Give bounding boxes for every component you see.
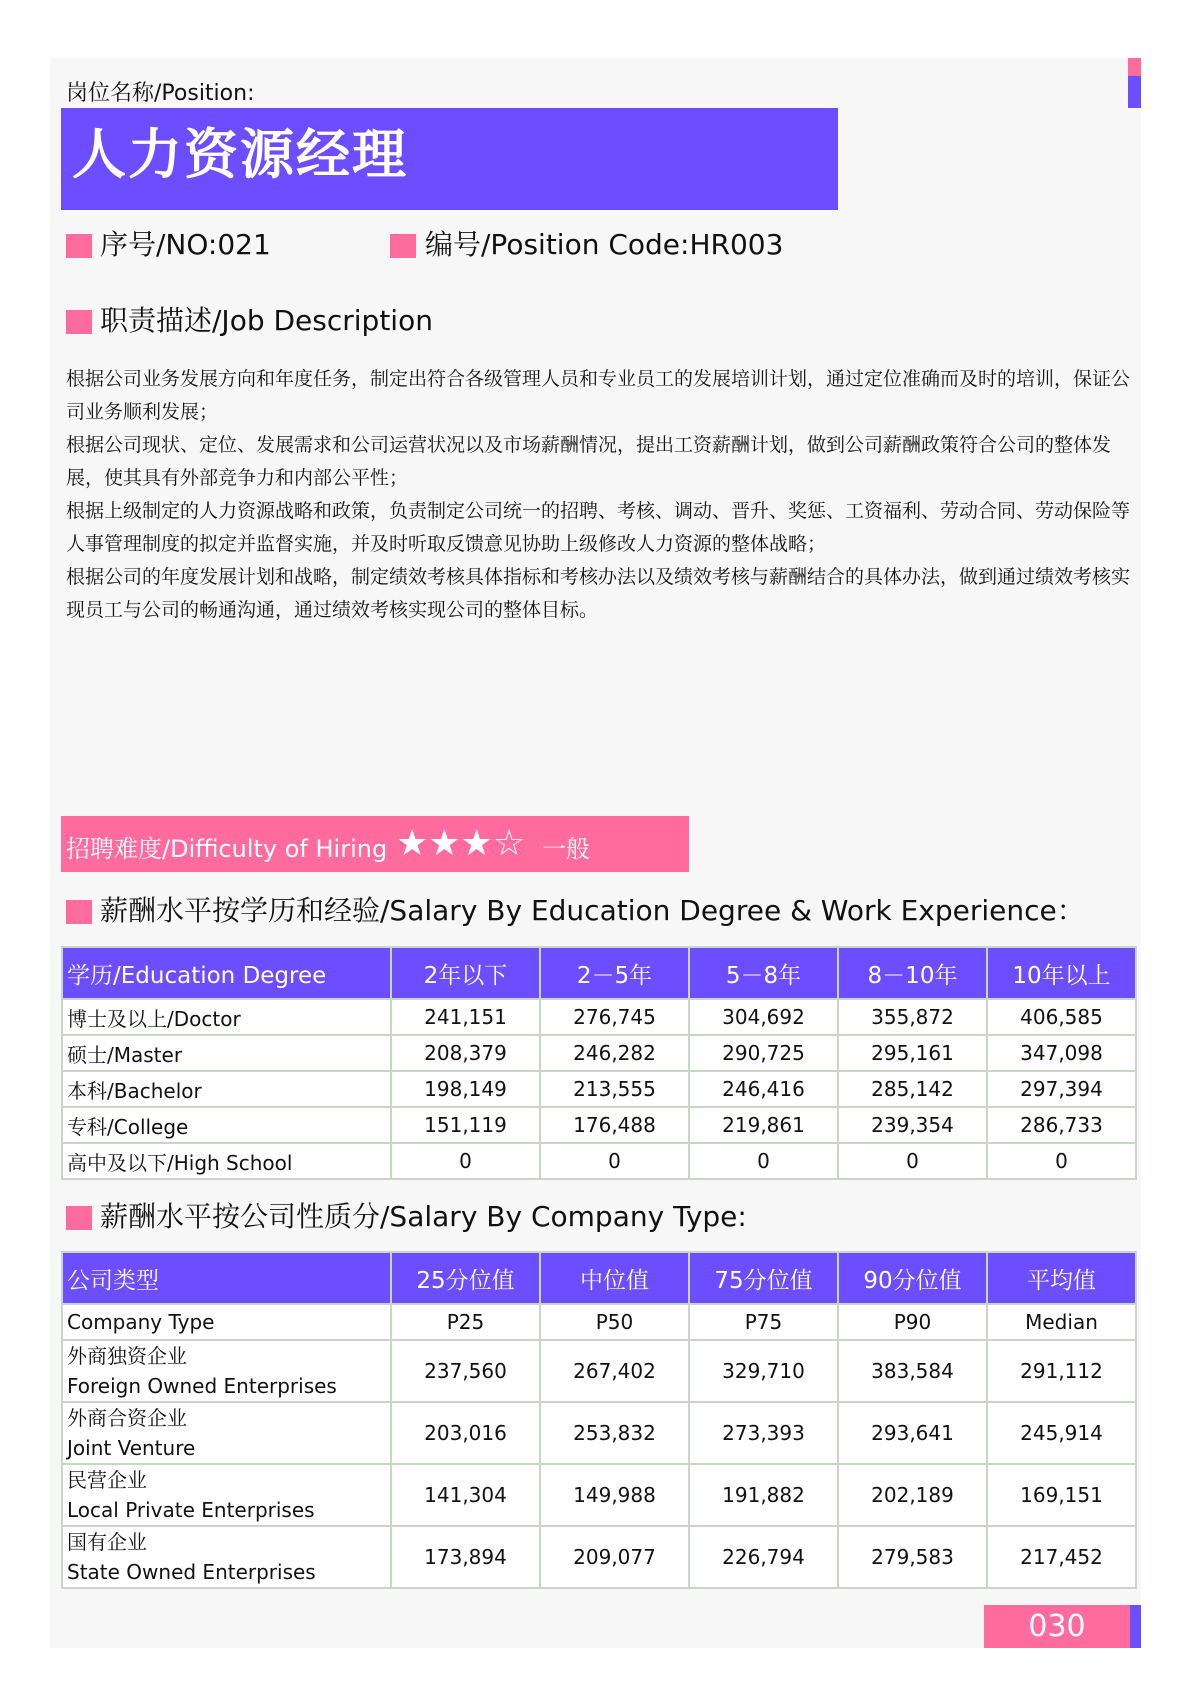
table-cell: 329,710: [689, 1340, 838, 1402]
table-cell: 279,583: [838, 1526, 987, 1588]
position-code: 编号/Position Code:HR003: [425, 228, 784, 261]
table-header-cell: 平均值: [987, 1252, 1136, 1304]
table-cell: 219,861: [689, 1107, 838, 1143]
table-row: [62, 1107, 1136, 1143]
table-cell: 246,282: [540, 1035, 689, 1071]
table-cell: P50: [540, 1304, 689, 1340]
table-cell: 226,794: [689, 1526, 838, 1588]
description-paragraph: 根据公司现状、定位、发展需求和公司运营状况以及市场薪酬情况，提出工资薪酬计划，做到公司薪酬政策符合公司的整体发展，使其具有外部竞争力和内部公平性；: [66, 434, 1112, 489]
table-cell: 276,745: [540, 999, 689, 1035]
table-cell: 253,832: [540, 1402, 689, 1464]
table-cell: 245,914: [987, 1402, 1136, 1464]
table-header-row: [62, 1252, 1136, 1304]
education-salary-heading: 薪酬水平按学历和经验/Salary By Education Degree & Work Experience：: [100, 894, 1085, 927]
table-cell: 246,416: [689, 1071, 838, 1107]
table-cell: 208,379: [391, 1035, 540, 1071]
table-cell: 383,584: [838, 1340, 987, 1402]
description-paragraph: 根据公司业务发展方向和年度任务，制定出符合各级管理人员和专业员工的发展培训计划，通过定位准确而及时的培训，保证公司业务顺利发展；: [66, 368, 1131, 423]
table-cell: 293,641: [838, 1402, 987, 1464]
table-cell: 290,725: [689, 1035, 838, 1071]
table-cell: 355,872: [838, 999, 987, 1035]
company-type-en: Joint Venture: [67, 1436, 196, 1460]
table-cell: 0: [540, 1143, 689, 1179]
table-cell: 217,452: [987, 1526, 1136, 1588]
table-cell: 286,733: [987, 1107, 1136, 1143]
table-cell: 239,354: [838, 1107, 987, 1143]
table-cell: 149,988: [540, 1464, 689, 1526]
company-salary-table: [61, 1251, 1137, 1589]
table-cell: 141,304: [391, 1464, 540, 1526]
table-header-cell: 2年以下: [391, 947, 540, 999]
table-cell: 406,585: [987, 999, 1136, 1035]
corner-accent-purple: [1128, 76, 1141, 108]
table-row: [62, 1340, 1136, 1402]
table-header-row: [62, 947, 1136, 999]
table-row: [62, 1402, 1136, 1464]
job-description-heading: 职责描述/Job Description: [100, 304, 433, 337]
bullet-square: [66, 234, 92, 258]
table-header-cell: 2－5年: [540, 947, 689, 999]
table-cell: 176,488: [540, 1107, 689, 1143]
company-salary-heading: 薪酬水平按公司性质分/Salary By Company Type:: [100, 1200, 747, 1233]
table-cell: 295,161: [838, 1035, 987, 1071]
company-type-en: Foreign Owned Enterprises: [67, 1374, 337, 1398]
description-paragraph: 根据上级制定的人力资源战略和政策，负责制定公司统一的招聘、考核、调动、晋升、奖惩、工资福利、劳动合同、劳动保险等人事管理制度的拟定并监督实施，并及时听取反馈意见协助上级修改人力资源的整体战略；: [66, 500, 1131, 555]
serial-number: 序号/NO:021: [100, 228, 271, 261]
difficulty-level: 一般: [542, 835, 590, 863]
company-type-cell: [62, 1340, 391, 1402]
table-cell: 291,112: [987, 1340, 1136, 1402]
table-cell: 202,189: [838, 1464, 987, 1526]
bullet-square: [66, 310, 92, 334]
table-cell: P75: [689, 1304, 838, 1340]
table-cell: 169,151: [987, 1464, 1136, 1526]
education-salary-table: [61, 946, 1137, 1180]
company-type-en: State Owned Enterprises: [67, 1560, 316, 1584]
table-cell: 267,402: [540, 1340, 689, 1402]
bullet-square: [66, 1206, 92, 1230]
job-description-text: [66, 363, 1136, 627]
company-type-zh: 外商合资企业: [67, 1406, 187, 1430]
table-cell: 0: [689, 1143, 838, 1179]
bullet-square: [66, 900, 92, 924]
table-cell: 273,393: [689, 1402, 838, 1464]
table-row: [62, 1035, 1136, 1071]
company-type-zh: 外商独资企业: [67, 1344, 187, 1368]
company-type-zh: 民营企业: [67, 1468, 147, 1492]
table-header-cell: 8－10年: [838, 947, 987, 999]
table-cell: Company Type: [62, 1304, 391, 1340]
table-cell: 198,149: [391, 1071, 540, 1107]
table-cell: 硕士/Master: [62, 1035, 391, 1071]
table-cell: 347,098: [987, 1035, 1136, 1071]
table-row: [62, 1071, 1136, 1107]
company-type-zh: 国有企业: [67, 1530, 147, 1554]
table-cell: Median: [987, 1304, 1136, 1340]
table-cell: 285,142: [838, 1071, 987, 1107]
table-header-cell: 25分位值: [391, 1252, 540, 1304]
table-cell: P25: [391, 1304, 540, 1340]
table-row: [62, 1526, 1136, 1588]
page-number: 030: [1028, 1609, 1086, 1644]
table-header-cell: 公司类型: [62, 1252, 391, 1304]
table-cell: 237,560: [391, 1340, 540, 1402]
table-cell: 专科/College: [62, 1107, 391, 1143]
company-type-cell: [62, 1526, 391, 1588]
difficulty-label: 招聘难度/Difficulty of Hiring: [66, 835, 388, 863]
table-header-cell: 中位值: [540, 1252, 689, 1304]
company-type-en: Local Private Enterprises: [67, 1498, 315, 1522]
table-cell: 博士及以上/Doctor: [62, 999, 391, 1035]
table-cell: P90: [838, 1304, 987, 1340]
table-header-cell: 学历/Education Degree: [62, 947, 391, 999]
table-row: [62, 1143, 1136, 1179]
table-subheader-row: [62, 1304, 1136, 1340]
table-cell: 241,151: [391, 999, 540, 1035]
table-cell: 191,882: [689, 1464, 838, 1526]
page-title: 人力资源经理: [72, 123, 408, 186]
table-cell: 213,555: [540, 1071, 689, 1107]
table-row: [62, 1464, 1136, 1526]
table-header-cell: 5－8年: [689, 947, 838, 999]
table-cell: 304,692: [689, 999, 838, 1035]
table-cell: 本科/Bachelor: [62, 1071, 391, 1107]
table-cell: 203,016: [391, 1402, 540, 1464]
star-rating-icon: ★★★☆: [396, 823, 526, 864]
table-header-cell: 10年以上: [987, 947, 1136, 999]
table-cell: 0: [838, 1143, 987, 1179]
page-number-accent: [1130, 1605, 1141, 1648]
table-cell: 0: [987, 1143, 1136, 1179]
table-header-cell: 90分位值: [838, 1252, 987, 1304]
bullet-square: [390, 234, 416, 258]
position-label: 岗位名称/Position:: [66, 81, 255, 106]
table-cell: 0: [391, 1143, 540, 1179]
table-cell: 297,394: [987, 1071, 1136, 1107]
table-cell: 209,077: [540, 1526, 689, 1588]
table-row: [62, 999, 1136, 1035]
table-cell: 173,894: [391, 1526, 540, 1588]
description-paragraph: 根据公司的年度发展计划和战略，制定绩效考核具体指标和考核办法以及绩效考核与薪酬结合的具体办法，做到通过绩效考核实现员工与公司的畅通沟通，通过绩效考核实现公司的整体目标。: [66, 566, 1131, 621]
corner-accent-pink: [1128, 58, 1141, 76]
table-cell: 151,119: [391, 1107, 540, 1143]
table-header-cell: 75分位值: [689, 1252, 838, 1304]
company-type-cell: [62, 1464, 391, 1526]
table-cell: 高中及以下/High School: [62, 1143, 391, 1179]
company-type-cell: [62, 1402, 391, 1464]
